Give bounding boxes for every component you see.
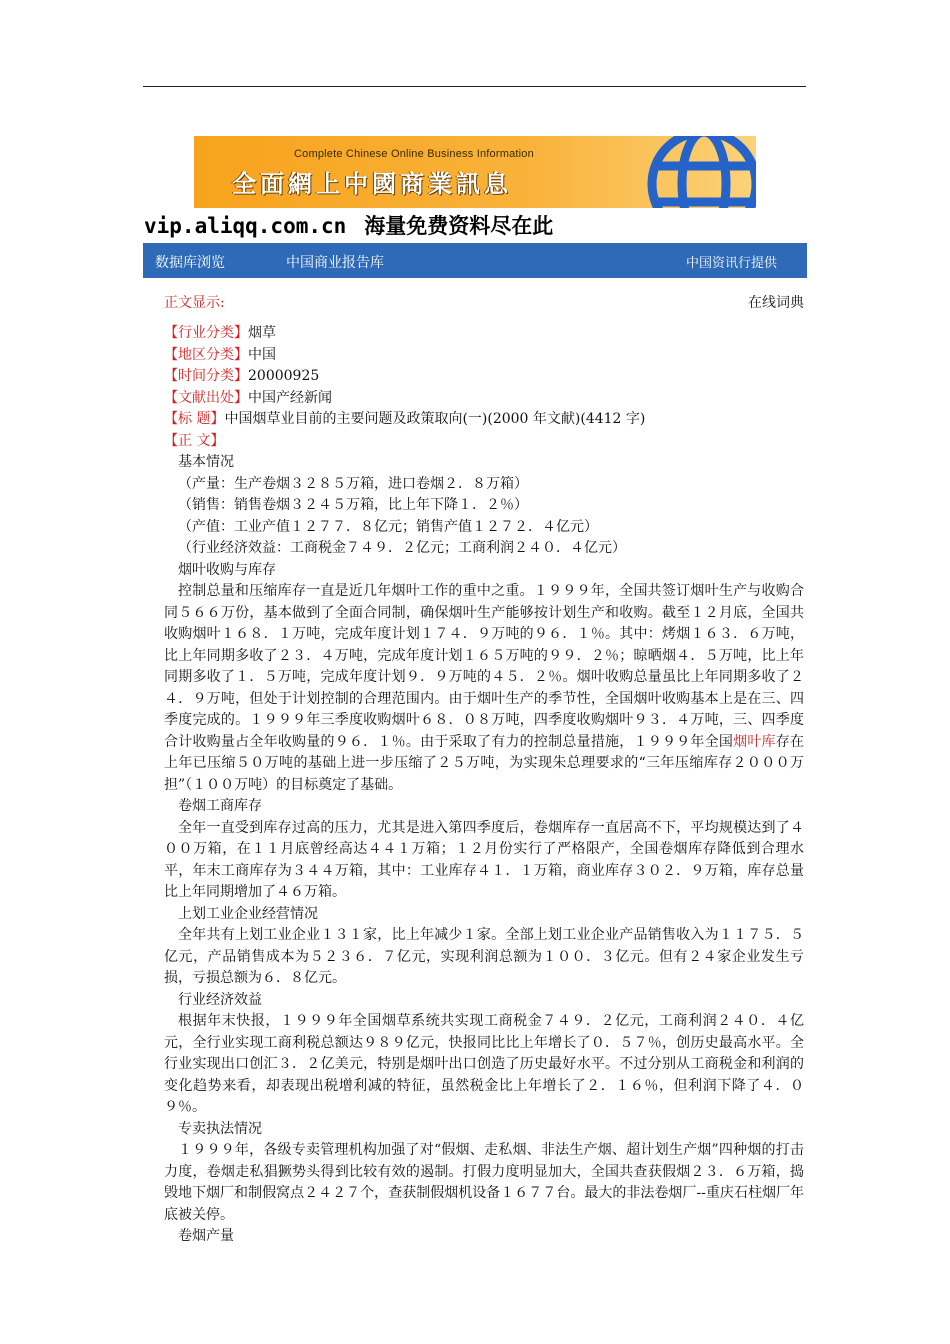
nav-provider[interactable]: 中国资讯行提供: [685, 256, 777, 271]
field-label: 【正 文】: [164, 432, 225, 449]
field-title: [164, 409, 804, 431]
field-label: 【时间分类】: [164, 368, 248, 384]
basic-line: （行业经济效益：工商税金７４９．２亿元；工商利润２４０．４亿元）: [178, 540, 626, 556]
paragraph: 全年共有上划工业企业１３１家，比上年减少１家。全部上划工业企业产品销售收入为１１７５．５亿元，产品销售成本为５２３６．７亿元，实现利润总额为１００．３亿元。但有２４家企业发生亏损，亏损总额为６．８亿元。: [164, 927, 804, 986]
field-date: [164, 366, 804, 388]
section-title: 烟叶收购与库存: [178, 561, 276, 578]
field-value: 中国产经新闻: [248, 389, 332, 406]
nav-business-report[interactable]: 中国商业报告库: [286, 255, 384, 271]
section-title: 行业经济效益: [178, 991, 262, 1008]
banner[interactable]: [194, 136, 756, 208]
field-value: 中国烟草业目前的主要问题及政策取向(一)(2000 年文献)(4412 字): [224, 411, 646, 427]
banner-english-text: Complete Chinese Online Business Information: [294, 148, 534, 160]
section-title: 专卖执法情况: [178, 1120, 262, 1137]
basic-line: （产量：生产卷烟３２８５万箱，进口卷烟２．８万箱）: [178, 475, 528, 492]
section-title: 卷烟产量: [178, 1228, 234, 1244]
field-value: 烟草: [248, 325, 276, 341]
article: [164, 293, 804, 1248]
paragraph: [164, 581, 804, 796]
nav-bar: [143, 243, 807, 278]
field-region: [164, 345, 804, 367]
banner-chinese-text: 全面網上中國商業訊息: [232, 170, 512, 198]
paragraph: 根据年末快报，１９９９年全国烟草系统共实现工商税金７４９．２亿元，工商利润２４０．４亿元，全行业实现工商利税总额达９８９亿元，快报同比比上年增长了０．５７％，创历史最高水平。全行业实现出口创汇３．２亿美元，特别是烟叶出口创造了历史最好水平。不过分别从工商税金和利润的变化趋势来看，却表现出税增利减的特征，虽然税金比上年增长了２．１６％，但利润下降了４．０９％。: [164, 1013, 804, 1115]
body-display-label: 正文显示:: [164, 295, 225, 311]
paragraph: １９９９年，各级专卖管理机构加强了对“假烟、走私烟、非法生产烟、超计划生产烟”四种烟的打击力度，卷烟走私猖獗势头得到比较有效的遏制。打假力度明显加大，全国共查获假烟２３．６万箱，捣毁地下烟厂和制假窝点２４２７个，查获制假烟机设备１６７７台。最大的非法卷烟厂--重庆石柱烟厂年底被关停。: [164, 1142, 804, 1223]
tobacco-inventory-link[interactable]: 烟叶库: [733, 733, 776, 750]
field-label: 【标 题】: [164, 411, 225, 427]
basic-line: （产值：工业产值１２７７．８亿元；销售产值１２７２．４亿元）: [178, 518, 598, 535]
field-source: [164, 388, 804, 410]
section-title: 卷烟工商库存: [178, 798, 262, 814]
field-label: 【行业分类】: [164, 325, 248, 341]
section-title: 基本情况: [178, 454, 234, 470]
field-label: 【地区分类】: [164, 346, 248, 363]
basic-line: （销售：销售卷烟３２４５万箱，比上年下降１．２％）: [178, 497, 528, 513]
field-value: 20000925: [248, 368, 320, 384]
field-industry: [164, 323, 804, 345]
globe-icon: [624, 136, 756, 208]
online-dictionary-link[interactable]: 在线词典: [748, 295, 804, 311]
site-url[interactable]: vip.aliqq.com.cn: [144, 214, 347, 238]
top-rule: [143, 86, 806, 87]
nav-database-browse[interactable]: 数据库浏览: [155, 255, 225, 271]
section-title: 上划工业企业经营情况: [178, 905, 318, 922]
field-label: 【文献出处】: [164, 389, 248, 406]
article-header: [164, 293, 804, 315]
paragraph: 全年一直受到库存过高的压力，尤其是进入第四季度后，卷烟库存一直居高不下，平均规模达到了４００万箱，在１１月底曾经高达４４１万箱；１２月份实行了严格限产，全国卷烟库存降低到合理水平，年末工商库存为３４４万箱，其中：工业库存４１．１万箱，商业库存３０２．９万箱，库存总量比上年同期增加了４６万箱。: [164, 819, 804, 900]
site-slogan: 海量免费资料尽在此: [364, 214, 554, 238]
paragraph-text: 存在上年已压缩５０万吨的基础上进一步压缩了２５万吨，为实现朱总理要求的“三年压缩库存２０００万担”（１００万吨）的目标奠定了基础。: [164, 733, 805, 793]
field-body: [164, 431, 804, 453]
site-line: [144, 210, 553, 240]
field-value: 中国: [248, 346, 276, 363]
paragraph-text: 控制总量和压缩库存一直是近几年烟叶工作的重中之重。１９９９年，全国共签订烟叶生产与收购合同５６６万份，基本做到了全面合同制，确保烟叶生产能够按计划生产和收购。截至１２月底，全国共收购烟叶１６８．１万吨，完成年度计划１７４．９万吨的９６．１％。其中：烤烟１６３．６万吨，比上年同期多收了２３．４万吨，完成年度计划１６５万吨的９９．２％；晾晒烟４．５万吨，比上年同期多收了１．５万吨，完成年度计划９．９万吨的４５．２％。烟叶收购总量虽比上年同期多收了２４．９万吨，但处于计划控制的合理范围内。由于烟叶生产的季节性，全国烟叶收购基本上是在三、四季度完成的。１９９９年三季度收购烟叶６８．０８万吨，四季度收购烟叶９３．４万吨，三、四季度合计收购量占全年收购量的９６．１％。由于采取了有力的控制总量措施，１９９９年全国: [164, 583, 804, 750]
